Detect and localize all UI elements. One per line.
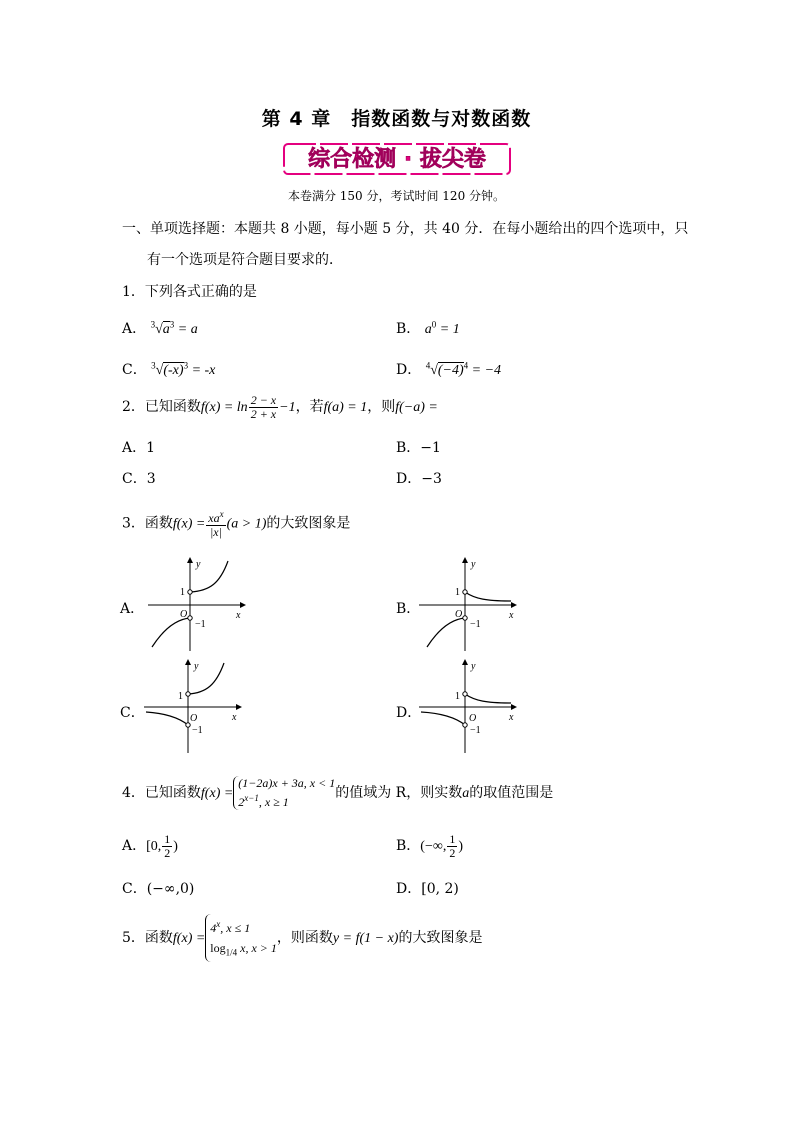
x-axis-label: x <box>509 712 514 723</box>
q5-case2-base: 1/4 <box>225 947 238 958</box>
q2-fx: f(x) = ln <box>200 400 248 415</box>
q3-graph-d[interactable] <box>415 657 525 757</box>
q4-option-c[interactable] <box>122 878 194 898</box>
q4-b-close: ) <box>458 839 464 854</box>
q1-b-label: B． <box>396 321 421 337</box>
q4-post: 的值域为 R，则实数 <box>335 785 463 801</box>
q4-b-den: 2 <box>449 845 456 860</box>
open-point-bottom <box>463 616 467 620</box>
q4-option-d[interactable] <box>396 878 459 898</box>
q5-gx: y = f(1 − x) <box>332 931 399 947</box>
origin-label: O <box>190 713 198 724</box>
q4-a-label: A． <box>122 838 147 854</box>
curve-left <box>421 712 465 725</box>
q2-mid: ，若 <box>295 399 324 415</box>
q1-b-exponent: 0 <box>431 319 437 330</box>
q2-d-label: D． <box>396 471 422 487</box>
exam-note: 本卷满分 150 分，考试时间 120 分钟。 <box>287 189 506 203</box>
q5-pre: 5．函数 <box>122 930 173 947</box>
q2-tail: −1 <box>279 400 296 415</box>
q4-option-a[interactable] <box>122 830 178 863</box>
q4-option-b[interactable] <box>396 830 463 863</box>
origin-label: O <box>180 609 188 620</box>
section-instruction-line2: 有一个选项是符合题目要求的． <box>147 252 343 268</box>
y-axis-label: y <box>471 661 476 672</box>
x-axis-label: x <box>236 610 241 621</box>
q4-fx: f(x) = <box>200 786 234 801</box>
one-label: 1 <box>180 587 185 598</box>
q1-c-exponent: 3 <box>183 360 189 371</box>
q5-case1-exp: x <box>216 919 221 929</box>
q2-numerator: 2 − x <box>250 392 277 407</box>
q4-b-num: 1 <box>449 831 456 846</box>
q5-piecewise <box>205 914 277 962</box>
q3-post: 的大致图象是 <box>266 515 351 532</box>
q1-d-expr: = −4 <box>471 363 502 378</box>
q2-b-value: −1 <box>420 440 441 456</box>
q4-b-open: (−∞, <box>420 839 447 854</box>
q1-option-d[interactable]: D． $^4√(-4)^4 = -4$ <box>396 360 502 378</box>
q3-option-c-label[interactable]: C． <box>120 705 145 721</box>
q2-pre: 2．已知函数 <box>122 399 201 415</box>
q3-stem <box>122 508 350 540</box>
q1-c-root-index: 3 <box>151 360 156 371</box>
q5-case2-log: log <box>210 941 226 955</box>
q4-case2-exp: x−1 <box>244 793 259 803</box>
q3-condition: (a > 1) <box>226 516 267 532</box>
q2-d-value: −3 <box>421 471 442 487</box>
y-axis-arrow <box>185 659 191 665</box>
y-axis-arrow <box>462 557 468 563</box>
q4-var: a <box>462 786 470 801</box>
open-point-top <box>186 692 190 696</box>
open-point-bottom <box>186 723 190 727</box>
page-title: 第 4 章 指数函数与对数函数 <box>261 108 532 130</box>
open-point-top <box>463 590 467 594</box>
one-label: 1 <box>455 691 460 702</box>
q4-c-value: (−∞,0) <box>146 881 195 897</box>
q3-pre: 3．函数 <box>122 515 173 532</box>
q2-denominator: 2 + x <box>250 406 277 421</box>
q2-c-value: 3 <box>146 471 156 487</box>
q5-case1-base: 4 <box>210 921 217 935</box>
q2-b-label: B． <box>396 440 421 456</box>
q5-post: ，则函数 <box>276 930 333 947</box>
q2-mid2: ，则 <box>367 399 396 415</box>
q3-graph-b[interactable] <box>415 555 525 655</box>
open-point-bottom <box>463 723 467 727</box>
q2-stem <box>122 390 438 425</box>
q1-d-radicand: (−4) <box>437 363 464 378</box>
q1-option-a[interactable]: A． $^3√a^3 = a$ <box>122 319 198 337</box>
q2-option-b[interactable] <box>396 437 441 457</box>
q2-ask: f(−a) = <box>395 400 438 415</box>
q1-option-b[interactable] <box>396 318 460 338</box>
y-axis-label: y <box>194 661 199 672</box>
q2-a-label: A． <box>122 440 147 456</box>
q5-stem <box>122 914 482 962</box>
q4-stem <box>122 774 553 813</box>
q4-pre: 4．已知函数 <box>122 785 201 801</box>
q3-option-b-label[interactable]: B． <box>396 601 421 617</box>
q4-b-label: B． <box>396 838 421 854</box>
q1-d-root-index: 4 <box>425 360 431 371</box>
q1-c-label: C． <box>122 362 147 378</box>
q5-case2-tail: x, x > 1 <box>237 941 277 955</box>
q1-d-label: D． <box>396 362 422 378</box>
x-axis-arrow <box>240 602 246 608</box>
q1-stem: 1．下列各式正确的是 <box>122 284 257 300</box>
curve-left <box>146 712 188 725</box>
q2-option-d[interactable] <box>396 468 442 488</box>
neg-one-label: −1 <box>470 725 481 736</box>
q4-a-open: [0, <box>146 839 162 854</box>
q4-a-den: 2 <box>164 845 171 860</box>
q2-condition: f(a) = 1 <box>323 400 368 415</box>
q5-post2: 的大致图象是 <box>398 930 483 947</box>
q4-post2: 的取值范围是 <box>469 785 554 801</box>
open-point-top <box>188 590 192 594</box>
banner <box>282 142 512 176</box>
q4-d-label: D． <box>396 881 422 897</box>
q3-graph-c[interactable] <box>140 657 250 757</box>
neg-one-label: −1 <box>470 619 481 630</box>
x-axis-arrow <box>511 602 517 608</box>
q2-option-c[interactable] <box>122 468 156 488</box>
q1-a-label: A． <box>122 321 147 337</box>
q4-piecewise <box>233 776 335 810</box>
q1-c-radicand: (-x) <box>163 363 184 378</box>
q3-numerator: xa <box>208 511 220 525</box>
q1-a-expr: = a <box>177 322 198 337</box>
y-axis-label: y <box>196 559 201 570</box>
q4-case2-base: 2 <box>238 795 245 809</box>
q4-case1: (1−2a)x + 3a, x < 1 <box>238 776 336 790</box>
q1-option-c[interactable]: C． $^3√(-x)^3 = -x$ <box>122 360 216 378</box>
q1-a-exponent: 3 <box>169 319 175 330</box>
neg-one-label: −1 <box>192 725 203 736</box>
y-axis-arrow <box>462 659 468 665</box>
x-axis-arrow <box>511 704 517 710</box>
curve-right <box>465 694 511 703</box>
q3-option-d-label[interactable]: D． <box>396 705 422 721</box>
y-axis-arrow <box>187 557 193 563</box>
q1-a-root-index: 3 <box>150 319 156 330</box>
one-label: 1 <box>455 587 460 598</box>
one-label: 1 <box>178 691 183 702</box>
q2-option-a[interactable] <box>122 437 155 457</box>
q1-b-base: a <box>424 322 432 337</box>
q3-numerator-exp: x <box>219 509 224 519</box>
q2-c-label: C． <box>122 471 147 487</box>
q2-a-value: 1 <box>146 440 156 456</box>
y-axis-label: y <box>471 559 476 570</box>
q5-case1-tail: , x ≤ 1 <box>220 921 251 935</box>
q4-c-label: C． <box>122 881 147 897</box>
q4-d-value: [0, 2) <box>421 881 459 897</box>
q3-denominator: |x| <box>209 525 222 539</box>
banner-text: 综合检测 · 拔尖卷 <box>308 147 486 172</box>
x-axis-label: x <box>509 610 514 621</box>
neg-one-label: −1 <box>195 619 206 630</box>
q3-fx: f(x) = <box>172 516 206 532</box>
q3-option-a-label[interactable]: A． <box>120 601 145 617</box>
x-axis-label: x <box>232 712 237 723</box>
q4-a-num: 1 <box>164 831 171 846</box>
q5-fx: f(x) = <box>172 931 206 947</box>
q1-a-radicand: a <box>162 322 170 337</box>
origin-label: O <box>455 609 463 620</box>
q4-case2-tail: , x ≥ 1 <box>258 795 289 809</box>
curve-left <box>427 618 465 647</box>
curve-right <box>465 592 511 601</box>
q1-d-exponent: 4 <box>463 360 469 371</box>
q1-b-expr: = 1 <box>439 322 460 337</box>
section-instruction-line1: 一、单项选择题：本题共 8 小题，每小题 5 分，共 40 分．在每小题给出的四个选项中，只 <box>122 221 689 237</box>
open-point-top <box>463 692 467 696</box>
origin-label: O <box>469 713 477 724</box>
q1-c-expr: = -x <box>191 363 216 378</box>
curve-left <box>152 618 190 647</box>
x-axis-arrow <box>236 704 242 710</box>
q4-a-close: ) <box>173 839 178 854</box>
q3-graph-a[interactable] <box>140 555 250 655</box>
open-point-bottom <box>188 616 192 620</box>
